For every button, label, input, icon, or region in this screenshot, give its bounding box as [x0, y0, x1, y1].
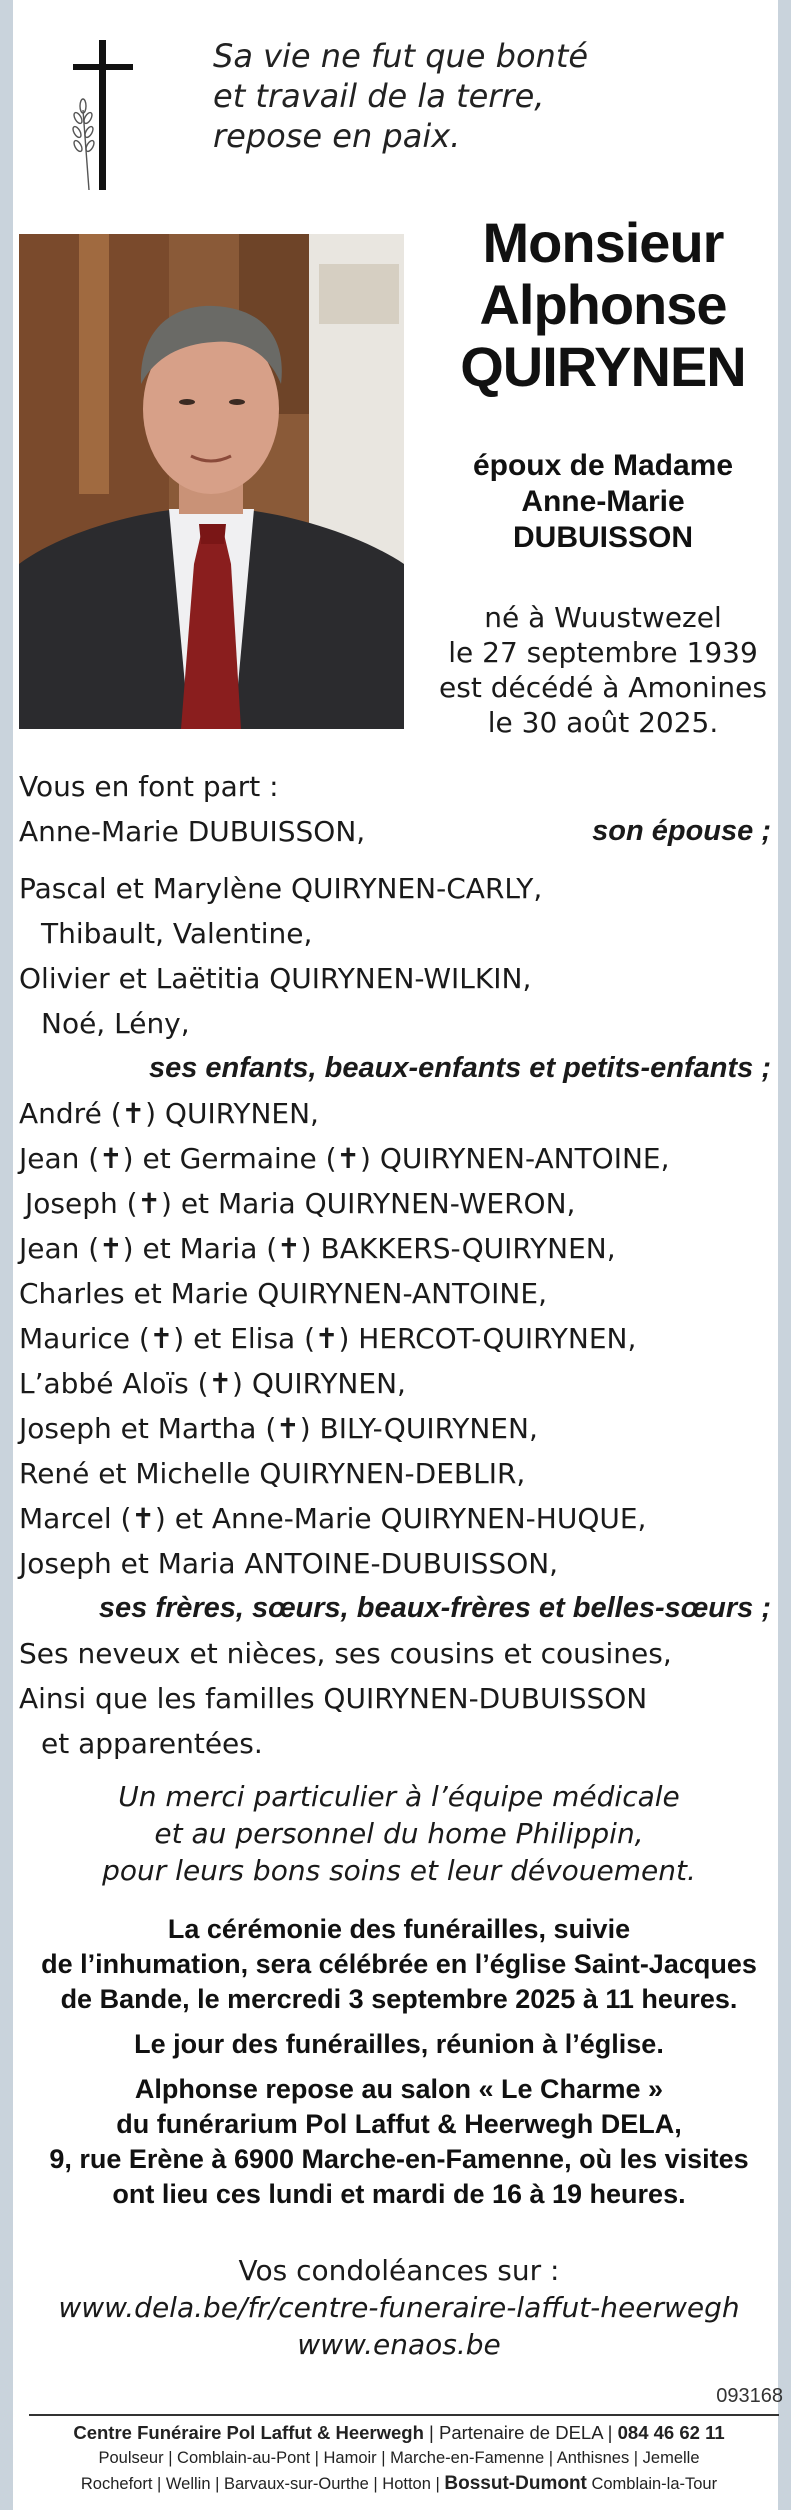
motto [213, 36, 753, 156]
spouse-line: DUBUISSON [512, 521, 693, 554]
funeral-home-footer [19, 2420, 779, 2497]
family-member: L’abbé Aloïs (✝) QUIRYNEN, [19, 1367, 406, 1400]
portrait-photo [19, 234, 404, 729]
condolences-link[interactable]: www.dela.be/fr/centre-funeraire-laffut-heerwegh [58, 2291, 740, 2324]
family-member: Ses neveux et nièces, ses cousins et cousines, [19, 1637, 672, 1670]
family-member: Joseph et Maria ANTOINE-DUBUISSON, [19, 1547, 559, 1580]
family-member: Joseph et Martha (✝) BILY-QUIRYNEN, [19, 1412, 538, 1445]
ceremony-line: de l’inhumation, sera célébrée en l’église Saint-Jacques [41, 1949, 757, 1979]
family-member: André (✝) QUIRYNEN, [19, 1097, 319, 1130]
condolences [19, 2252, 779, 2363]
ceremony-line: 9, rue Erène à 6900 Marche-en-Famenne, où les visites [49, 2144, 749, 2174]
family-member: Marcel (✝) et Anne-Marie QUIRYNEN-HUQUE, [19, 1502, 647, 1535]
birth-death-line: le 30 août 2025. [487, 706, 719, 739]
phone-number: 084 46 62 11 [617, 2422, 725, 2443]
ceremony-line: Le jour des funérailles, réunion à l’église. [134, 2029, 664, 2059]
family-member: Thibault, Valentine, [41, 917, 313, 950]
family-member: Anne-Marie DUBUISSON, [19, 815, 366, 848]
family-member: Pascal et Marylène QUIRYNEN-CARLY, [19, 872, 543, 905]
footer-line: Centre Funéraire Pol Laffut & Heerwegh | Partenaire de DELA | 084 46 62 11 [73, 2422, 725, 2443]
thanks-line: pour leurs bons soins et leur dévouement. [102, 1854, 696, 1887]
family-member: Charles et Marie QUIRYNEN-ANTOINE, [19, 1277, 547, 1310]
family-member: Olivier et Laëtitia QUIRYNEN-WILKIN, [19, 962, 532, 995]
spouse-line: Anne-Marie [521, 485, 685, 518]
deceased-name [413, 212, 791, 398]
thanks-line: Un merci particulier à l’équipe médicale [118, 1780, 680, 1813]
motto-line: et travail de la terre, [213, 77, 545, 115]
condolences-intro: Vos condoléances sur : [238, 2254, 560, 2287]
footer-divider [29, 2414, 779, 2416]
ceremony-paragraph [19, 2027, 779, 2062]
birth-death-line: le 27 septembre 1939 [448, 636, 758, 669]
footer-locations: Poulseur | Comblain-au-Pont | Hamoir | Marche-en-Famenne | Anthisnes | Jemelle [98, 2449, 700, 2467]
thanks-message [19, 1778, 779, 1889]
thanks-line: et au personnel du home Philippin, [154, 1817, 644, 1850]
birth-death-info [413, 600, 791, 740]
deceased-first-name: Alphonse [479, 273, 727, 336]
relation-label: son épouse ; [592, 815, 771, 847]
footer-line [19, 2471, 779, 2497]
ceremony-line: du funérarium Pol Laffut & Heerwegh DELA, [116, 2109, 682, 2139]
partner-label: Partenaire de DELA [439, 2422, 603, 2443]
funeral-home-name: Centre Funéraire Pol Laffut & Heerwegh [73, 2422, 424, 2443]
family-list [19, 764, 779, 1766]
spouse-row [19, 809, 779, 854]
family-member: Maurice (✝) et Elisa (✝) HERCOT-QUIRYNEN, [19, 1322, 637, 1355]
family-member: Jean (✝) et Germaine (✝) QUIRYNEN-ANTOINE, [19, 1142, 670, 1175]
birth-death-line: né à Wuustwezel [484, 601, 722, 634]
spouse-info [413, 448, 791, 556]
relation-label: ses enfants, beaux-enfants et petits-enfants ; [148, 1052, 771, 1084]
family-member: Noé, Lény, [41, 1007, 190, 1040]
condolences-link[interactable]: www.enaos.be [297, 2328, 501, 2361]
birth-death-line: est décédé à Amonines [439, 671, 767, 704]
ceremony-line: La cérémonie des funérailles, suivie [167, 1914, 631, 1944]
announce-line: Vous en font part : [19, 770, 279, 803]
deceased-title: Monsieur [482, 211, 724, 274]
ceremony-info [19, 1912, 779, 2222]
spouse-line: époux de Madame [472, 449, 734, 482]
cross-wheat-icon [63, 40, 143, 190]
family-member: Jean (✝) et Maria (✝) BAKKERS-QUIRYNEN, [19, 1232, 616, 1265]
reference-number: 093168 [716, 2385, 783, 2407]
footer-locations: Rochefort | Wellin | Barvaux-sur-Ourthe | Hotton | [80, 2475, 440, 2493]
family-member: Ainsi que les familles QUIRYNEN-DUBUISSON [19, 1682, 648, 1715]
ceremony-line: de Bande, le mercredi 3 septembre 2025 à 11 heures. [60, 1984, 738, 2014]
funeral-home-name: Bossut-Dumont [444, 2473, 587, 2494]
motto-line: repose en paix. [213, 117, 461, 155]
ceremony-paragraph [19, 2072, 779, 2212]
family-member: et apparentées. [41, 1727, 263, 1760]
footer-locations: Comblain-la-Tour [591, 2475, 718, 2493]
family-member: René et Michelle QUIRYNEN-DEBLIR, [19, 1457, 526, 1490]
ceremony-line: Alphonse repose au salon « Le Charme » [134, 2074, 664, 2104]
relation-label: ses frères, sœurs, beaux-frères et belles-sœurs ; [98, 1592, 771, 1624]
motto-line: Sa vie ne fut que bonté [213, 37, 589, 75]
family-member: Joseph (✝) et Maria QUIRYNEN-WERON, [25, 1187, 576, 1220]
ceremony-paragraph [19, 1912, 779, 2017]
deceased-last-name: QUIRYNEN [460, 335, 746, 398]
ceremony-line: ont lieu ces lundi et mardi de 16 à 19 heures. [112, 2179, 686, 2209]
